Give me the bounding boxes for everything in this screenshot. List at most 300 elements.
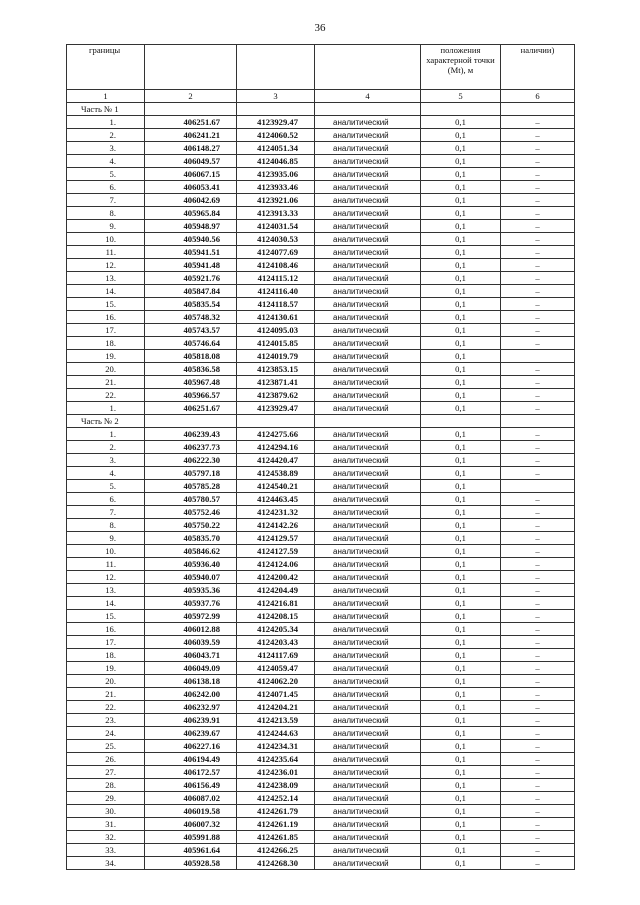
table-cell: 1. — [67, 116, 145, 129]
table-cell: 4124059.47 — [237, 662, 315, 675]
table-row — [67, 272, 575, 285]
table-cell: 5. — [67, 480, 145, 493]
table-cell: – — [501, 779, 575, 792]
table-cell: аналитический — [315, 233, 421, 246]
header-cell — [145, 45, 237, 90]
table-cell: 406042.69 — [145, 194, 237, 207]
table-row — [67, 636, 575, 649]
table-cell: 405967.48 — [145, 376, 237, 389]
table-cell: 3. — [67, 454, 145, 467]
table-cell: 4124234.31 — [237, 740, 315, 753]
table-cell — [501, 480, 575, 493]
table-cell: – — [501, 272, 575, 285]
table-cell: 4124208.15 — [237, 610, 315, 623]
table-cell: – — [501, 376, 575, 389]
table-cell: 0,1 — [421, 324, 501, 337]
table-cell: 0,1 — [421, 246, 501, 259]
table-cell: – — [501, 844, 575, 857]
table-cell: 0,1 — [421, 506, 501, 519]
table-cell: 0,1 — [421, 532, 501, 545]
table-cell: 406227.16 — [145, 740, 237, 753]
table-cell: 0,1 — [421, 363, 501, 376]
table-cell: 0,1 — [421, 142, 501, 155]
table-cell: 10. — [67, 233, 145, 246]
table-cell: 405748.32 — [145, 311, 237, 324]
table-cell: 4124538.89 — [237, 467, 315, 480]
table-cell: 11. — [67, 246, 145, 259]
table-cell: 0,1 — [421, 480, 501, 493]
table-cell: аналитический — [315, 779, 421, 792]
table-cell: 405835.70 — [145, 532, 237, 545]
table-cell: 0,1 — [421, 727, 501, 740]
table-cell: 4124268.30 — [237, 857, 315, 870]
table-cell: 4124261.79 — [237, 805, 315, 818]
table-cell: аналитический — [315, 740, 421, 753]
table-row — [67, 506, 575, 519]
table-cell: 4124235.64 — [237, 753, 315, 766]
table-cell: 0,1 — [421, 545, 501, 558]
table-cell: 406156.49 — [145, 779, 237, 792]
table-cell: 4123933.46 — [237, 181, 315, 194]
table-cell: 0,1 — [421, 818, 501, 831]
table-cell: 23. — [67, 714, 145, 727]
table-cell: 22. — [67, 701, 145, 714]
table-cell: 0,1 — [421, 129, 501, 142]
table-cell: 0,1 — [421, 233, 501, 246]
table-row — [67, 701, 575, 714]
table-cell: 405941.51 — [145, 246, 237, 259]
table-row — [67, 779, 575, 792]
table-cell: 405966.57 — [145, 389, 237, 402]
table-cell: аналитический — [315, 766, 421, 779]
table-cell: 4. — [67, 155, 145, 168]
table-cell: – — [501, 831, 575, 844]
table-cell: – — [501, 545, 575, 558]
table-cell: 16. — [67, 623, 145, 636]
table-cell: 0,1 — [421, 272, 501, 285]
table-cell: 0,1 — [421, 831, 501, 844]
table-cell: аналитический — [315, 844, 421, 857]
table-cell: 405965.84 — [145, 207, 237, 220]
table-cell: 406239.91 — [145, 714, 237, 727]
table-cell: – — [501, 584, 575, 597]
table-cell: 405991.88 — [145, 831, 237, 844]
table-cell: – — [501, 662, 575, 675]
table-cell: 32. — [67, 831, 145, 844]
table-cell: 4124108.46 — [237, 259, 315, 272]
table-cell: аналитический — [315, 194, 421, 207]
table-cell: – — [501, 805, 575, 818]
table-cell: – — [501, 792, 575, 805]
table-cell: – — [501, 181, 575, 194]
table-cell: 4124117.69 — [237, 649, 315, 662]
table-cell: 7. — [67, 194, 145, 207]
table-cell: – — [501, 571, 575, 584]
table-cell: аналитический — [315, 272, 421, 285]
table-cell: 10. — [67, 545, 145, 558]
table-cell: 0,1 — [421, 337, 501, 350]
table-cell: 4124266.25 — [237, 844, 315, 857]
table-cell: 405750.22 — [145, 519, 237, 532]
table-cell: – — [501, 363, 575, 376]
table-cell: 18. — [67, 337, 145, 350]
table-cell: 4124060.52 — [237, 129, 315, 142]
table-cell: 406087.02 — [145, 792, 237, 805]
table-cell: 15. — [67, 298, 145, 311]
table-cell: 4124062.20 — [237, 675, 315, 688]
table-cell: 405818.08 — [145, 350, 237, 363]
table-cell: 0,1 — [421, 844, 501, 857]
table-cell: 406251.67 — [145, 402, 237, 415]
table-cell: 4123929.47 — [237, 402, 315, 415]
table-cell: аналитический — [315, 519, 421, 532]
table-row — [67, 246, 575, 259]
table-cell: 4124213.59 — [237, 714, 315, 727]
table-cell: 405940.07 — [145, 571, 237, 584]
table-cell: 0,1 — [421, 194, 501, 207]
table-cell: 0,1 — [421, 389, 501, 402]
table-cell: 406012.88 — [145, 623, 237, 636]
table-cell: аналитический — [315, 285, 421, 298]
table-cell: аналитический — [315, 571, 421, 584]
table-cell: – — [501, 714, 575, 727]
table-cell: аналитический — [315, 831, 421, 844]
table-cell: 4124051.34 — [237, 142, 315, 155]
table-cell: аналитический — [315, 753, 421, 766]
table-cell: 405941.48 — [145, 259, 237, 272]
table-cell: аналитический — [315, 350, 421, 363]
table-cell: 4124095.03 — [237, 324, 315, 337]
table-row — [67, 285, 575, 298]
header-cell: границы — [67, 45, 145, 90]
table-row — [67, 376, 575, 389]
table-cell: 28. — [67, 779, 145, 792]
table-cell: 405936.40 — [145, 558, 237, 571]
table-cell: аналитический — [315, 545, 421, 558]
table-cell: 4123913.33 — [237, 207, 315, 220]
table-cell: 4124252.14 — [237, 792, 315, 805]
table-cell: аналитический — [315, 298, 421, 311]
table-cell: – — [501, 688, 575, 701]
table-cell: 406242.00 — [145, 688, 237, 701]
table-row — [67, 792, 575, 805]
table-row — [67, 831, 575, 844]
table-cell: аналитический — [315, 220, 421, 233]
table-cell: 406043.71 — [145, 649, 237, 662]
table-cell: 406194.49 — [145, 753, 237, 766]
empty-cell — [501, 415, 575, 428]
empty-cell — [501, 103, 575, 116]
table-row — [67, 805, 575, 818]
table-row — [67, 350, 575, 363]
table-cell: 0,1 — [421, 779, 501, 792]
table-cell: – — [501, 298, 575, 311]
table-cell: 9. — [67, 220, 145, 233]
table-cell: 6. — [67, 181, 145, 194]
table-cell: – — [501, 506, 575, 519]
header-cell: положения характерной точки (Mt), м — [421, 45, 501, 90]
table-cell: 406067.15 — [145, 168, 237, 181]
table-row — [67, 610, 575, 623]
table-cell: – — [501, 324, 575, 337]
table-cell: 406053.41 — [145, 181, 237, 194]
table-row — [67, 207, 575, 220]
table-row — [67, 519, 575, 532]
table-row — [67, 194, 575, 207]
table-cell: – — [501, 142, 575, 155]
table-row — [67, 402, 575, 415]
empty-cell — [237, 415, 315, 428]
table-body — [67, 45, 575, 870]
table-cell: – — [501, 428, 575, 441]
table-cell: 4124118.57 — [237, 298, 315, 311]
table-cell: 4123935.06 — [237, 168, 315, 181]
table-cell: 0,1 — [421, 649, 501, 662]
table-cell: 406019.58 — [145, 805, 237, 818]
table-row — [67, 467, 575, 480]
table-cell: 405921.76 — [145, 272, 237, 285]
table-cell: 0,1 — [421, 467, 501, 480]
table-cell: 4124261.85 — [237, 831, 315, 844]
header-cell — [237, 45, 315, 90]
table-cell: 20. — [67, 363, 145, 376]
table-cell: 406172.57 — [145, 766, 237, 779]
table-row — [67, 168, 575, 181]
table-cell: 25. — [67, 740, 145, 753]
table-cell: 0,1 — [421, 428, 501, 441]
table-cell: 405928.58 — [145, 857, 237, 870]
table-row — [67, 649, 575, 662]
table-cell: 4124130.61 — [237, 311, 315, 324]
table-cell: 0,1 — [421, 181, 501, 194]
table-cell: 0,1 — [421, 285, 501, 298]
table-cell: – — [501, 766, 575, 779]
table-cell: 4123879.62 — [237, 389, 315, 402]
table-cell: – — [501, 740, 575, 753]
table-cell: 0,1 — [421, 116, 501, 129]
table-cell: 405961.64 — [145, 844, 237, 857]
table-row — [67, 584, 575, 597]
empty-cell — [421, 415, 501, 428]
table-header-row — [67, 45, 575, 90]
table-cell: – — [501, 675, 575, 688]
table-cell: 4123921.06 — [237, 194, 315, 207]
column-number: 2 — [145, 90, 237, 103]
table-cell: – — [501, 493, 575, 506]
table-row — [67, 688, 575, 701]
table-row — [67, 571, 575, 584]
table-cell: 406239.43 — [145, 428, 237, 441]
table-cell: 0,1 — [421, 753, 501, 766]
table-cell: 0,1 — [421, 805, 501, 818]
table-cell: 4124463.45 — [237, 493, 315, 506]
table-row — [67, 389, 575, 402]
table-cell: 0,1 — [421, 740, 501, 753]
table-cell: 4124204.21 — [237, 701, 315, 714]
table-cell: 406148.27 — [145, 142, 237, 155]
table-cell: 11. — [67, 558, 145, 571]
table-cell: аналитический — [315, 363, 421, 376]
table-cell: – — [501, 207, 575, 220]
table-cell: 0,1 — [421, 688, 501, 701]
table-cell: 4124236.01 — [237, 766, 315, 779]
table-cell: 17. — [67, 636, 145, 649]
table-cell: аналитический — [315, 558, 421, 571]
table-cell: аналитический — [315, 506, 421, 519]
table-cell: 22. — [67, 389, 145, 402]
section-label: Часть № 2 — [67, 415, 145, 428]
table-cell: – — [501, 597, 575, 610]
table-cell: 12. — [67, 259, 145, 272]
table-cell: 0,1 — [421, 220, 501, 233]
table-cell: – — [501, 701, 575, 714]
table-cell: 0,1 — [421, 636, 501, 649]
table-cell: 0,1 — [421, 597, 501, 610]
table-cell: аналитический — [315, 246, 421, 259]
table-row — [67, 766, 575, 779]
table-cell: – — [501, 649, 575, 662]
table-cell: 0,1 — [421, 571, 501, 584]
table-cell: 7. — [67, 506, 145, 519]
table-cell: 0,1 — [421, 441, 501, 454]
table-cell: 4124124.06 — [237, 558, 315, 571]
table-cell: аналитический — [315, 168, 421, 181]
table-cell: 4124116.40 — [237, 285, 315, 298]
table-cell: 4. — [67, 467, 145, 480]
table-cell: – — [501, 220, 575, 233]
table-cell: 2. — [67, 441, 145, 454]
table-cell: аналитический — [315, 688, 421, 701]
table-row — [67, 753, 575, 766]
table-cell: – — [501, 194, 575, 207]
table-cell: 4124205.34 — [237, 623, 315, 636]
table-cell: 4124275.66 — [237, 428, 315, 441]
table-cell: 405846.62 — [145, 545, 237, 558]
table-cell: 9. — [67, 532, 145, 545]
table-cell: 4124420.47 — [237, 454, 315, 467]
table-row — [67, 337, 575, 350]
table-cell: аналитический — [315, 792, 421, 805]
table-cell: 1. — [67, 428, 145, 441]
table-cell: 4124019.79 — [237, 350, 315, 363]
table-cell: – — [501, 558, 575, 571]
table-row — [67, 844, 575, 857]
table-cell: 8. — [67, 519, 145, 532]
table-row — [67, 740, 575, 753]
table-cell: аналитический — [315, 207, 421, 220]
table-cell: – — [501, 623, 575, 636]
section-row — [67, 103, 575, 116]
table-cell: 21. — [67, 376, 145, 389]
table-row — [67, 220, 575, 233]
table-row — [67, 545, 575, 558]
table-cell: аналитический — [315, 337, 421, 350]
table-cell: аналитический — [315, 129, 421, 142]
table-cell: 0,1 — [421, 519, 501, 532]
table-cell: аналитический — [315, 675, 421, 688]
table-cell: 19. — [67, 350, 145, 363]
table-cell: 17. — [67, 324, 145, 337]
table-cell: – — [501, 246, 575, 259]
table-cell: 20. — [67, 675, 145, 688]
table-cell: 0,1 — [421, 298, 501, 311]
table-cell: 1. — [67, 402, 145, 415]
table-cell: аналитический — [315, 480, 421, 493]
table-cell: 0,1 — [421, 675, 501, 688]
table-row — [67, 675, 575, 688]
table-cell: – — [501, 454, 575, 467]
table-cell: аналитический — [315, 701, 421, 714]
table-cell: 0,1 — [421, 623, 501, 636]
table-cell: аналитический — [315, 467, 421, 480]
table-cell: 29. — [67, 792, 145, 805]
table-cell: 0,1 — [421, 493, 501, 506]
table-cell: аналитический — [315, 454, 421, 467]
table-row — [67, 311, 575, 324]
table-cell: 3. — [67, 142, 145, 155]
table-cell: – — [501, 311, 575, 324]
table-row — [67, 493, 575, 506]
table-cell: 406239.67 — [145, 727, 237, 740]
table-cell: 31. — [67, 818, 145, 831]
table-cell: 4124015.85 — [237, 337, 315, 350]
table-cell: 4124129.57 — [237, 532, 315, 545]
table-cell: аналитический — [315, 623, 421, 636]
table-cell: 33. — [67, 844, 145, 857]
table-row — [67, 597, 575, 610]
table-cell: 405836.58 — [145, 363, 237, 376]
empty-cell — [145, 415, 237, 428]
table-cell: 405780.57 — [145, 493, 237, 506]
table-cell: – — [501, 753, 575, 766]
table-cell: – — [501, 402, 575, 415]
column-number: 1 — [67, 90, 145, 103]
table-cell: 0,1 — [421, 350, 501, 363]
table-cell: – — [501, 467, 575, 480]
table-cell: 406039.59 — [145, 636, 237, 649]
table-cell: – — [501, 155, 575, 168]
table-cell: 406138.18 — [145, 675, 237, 688]
table-row — [67, 324, 575, 337]
table-cell: 4124077.69 — [237, 246, 315, 259]
table-row — [67, 181, 575, 194]
table-cell: 406251.67 — [145, 116, 237, 129]
table-cell: 4124231.32 — [237, 506, 315, 519]
table-cell: аналитический — [315, 727, 421, 740]
table-cell: аналитический — [315, 493, 421, 506]
table-cell: 0,1 — [421, 558, 501, 571]
table-row — [67, 454, 575, 467]
column-number-row — [67, 90, 575, 103]
table-cell: – — [501, 857, 575, 870]
table-row — [67, 818, 575, 831]
table-cell: аналитический — [315, 584, 421, 597]
table-cell: 18. — [67, 649, 145, 662]
table-cell: 4124216.81 — [237, 597, 315, 610]
table-cell — [501, 350, 575, 363]
table-cell: 405847.84 — [145, 285, 237, 298]
empty-cell — [315, 415, 421, 428]
table-cell: аналитический — [315, 116, 421, 129]
table-cell: аналитический — [315, 259, 421, 272]
table-cell: – — [501, 818, 575, 831]
table-cell: 4124071.45 — [237, 688, 315, 701]
table-cell: аналитический — [315, 818, 421, 831]
table-cell: 13. — [67, 584, 145, 597]
table-cell: 406232.97 — [145, 701, 237, 714]
column-number: 4 — [315, 90, 421, 103]
table-cell: 34. — [67, 857, 145, 870]
